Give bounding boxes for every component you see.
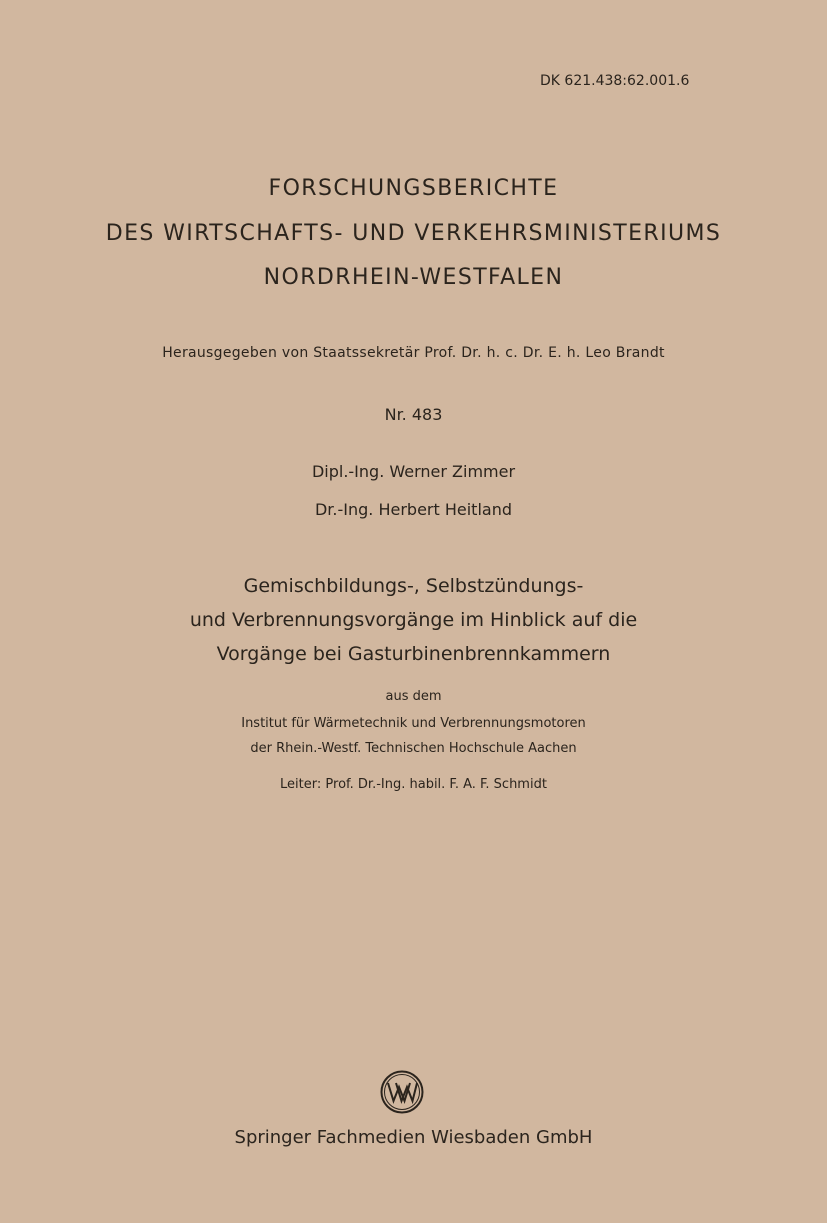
volume-number: Nr. 483 (384, 405, 443, 424)
institute-line-2: der Rhein.-Westf. Technischen Hochschule Aachen (250, 741, 577, 756)
origin-intro: aus dem (385, 689, 442, 704)
book-title-line-1: Gemischbildungs-, Selbstzündungs- (243, 575, 584, 597)
author-2: Dr.-Ing. Herbert Heitland (314, 500, 512, 519)
publisher-name: Springer Fachmedien Wiesbaden GmbH (234, 1127, 593, 1148)
book-title-line-2: und Verbrennungsvorgänge im Hinblick auf die (189, 609, 638, 631)
institute-line-1: Institut für Wärmetechnik und Verbrennungsmotoren (241, 716, 586, 731)
author-1: Dipl.-Ing. Werner Zimmer (311, 462, 516, 481)
springer-vw-logo-icon (380, 1070, 424, 1114)
institute-leader: Leiter: Prof. Dr.-Ing. habil. F. A. F. Schmidt (280, 777, 547, 792)
classification-code: DK 621.438:62.001.6 (540, 73, 690, 89)
series-title-line-2: DES WIRTSCHAFTS- UND VERKEHRSMINISTERIUMS (105, 221, 722, 246)
series-title-line-3: NORDRHEIN-WESTFALEN (263, 265, 564, 290)
editor-line: Herausgegeben von Staatssekretär Prof. Dr. h. c. Dr. E. h. Leo Brandt (162, 345, 665, 361)
series-title-line-1: FORSCHUNGSBERICHTE (268, 176, 559, 201)
book-title-line-3: Vorgänge bei Gasturbinenbrennkammern (216, 643, 611, 665)
